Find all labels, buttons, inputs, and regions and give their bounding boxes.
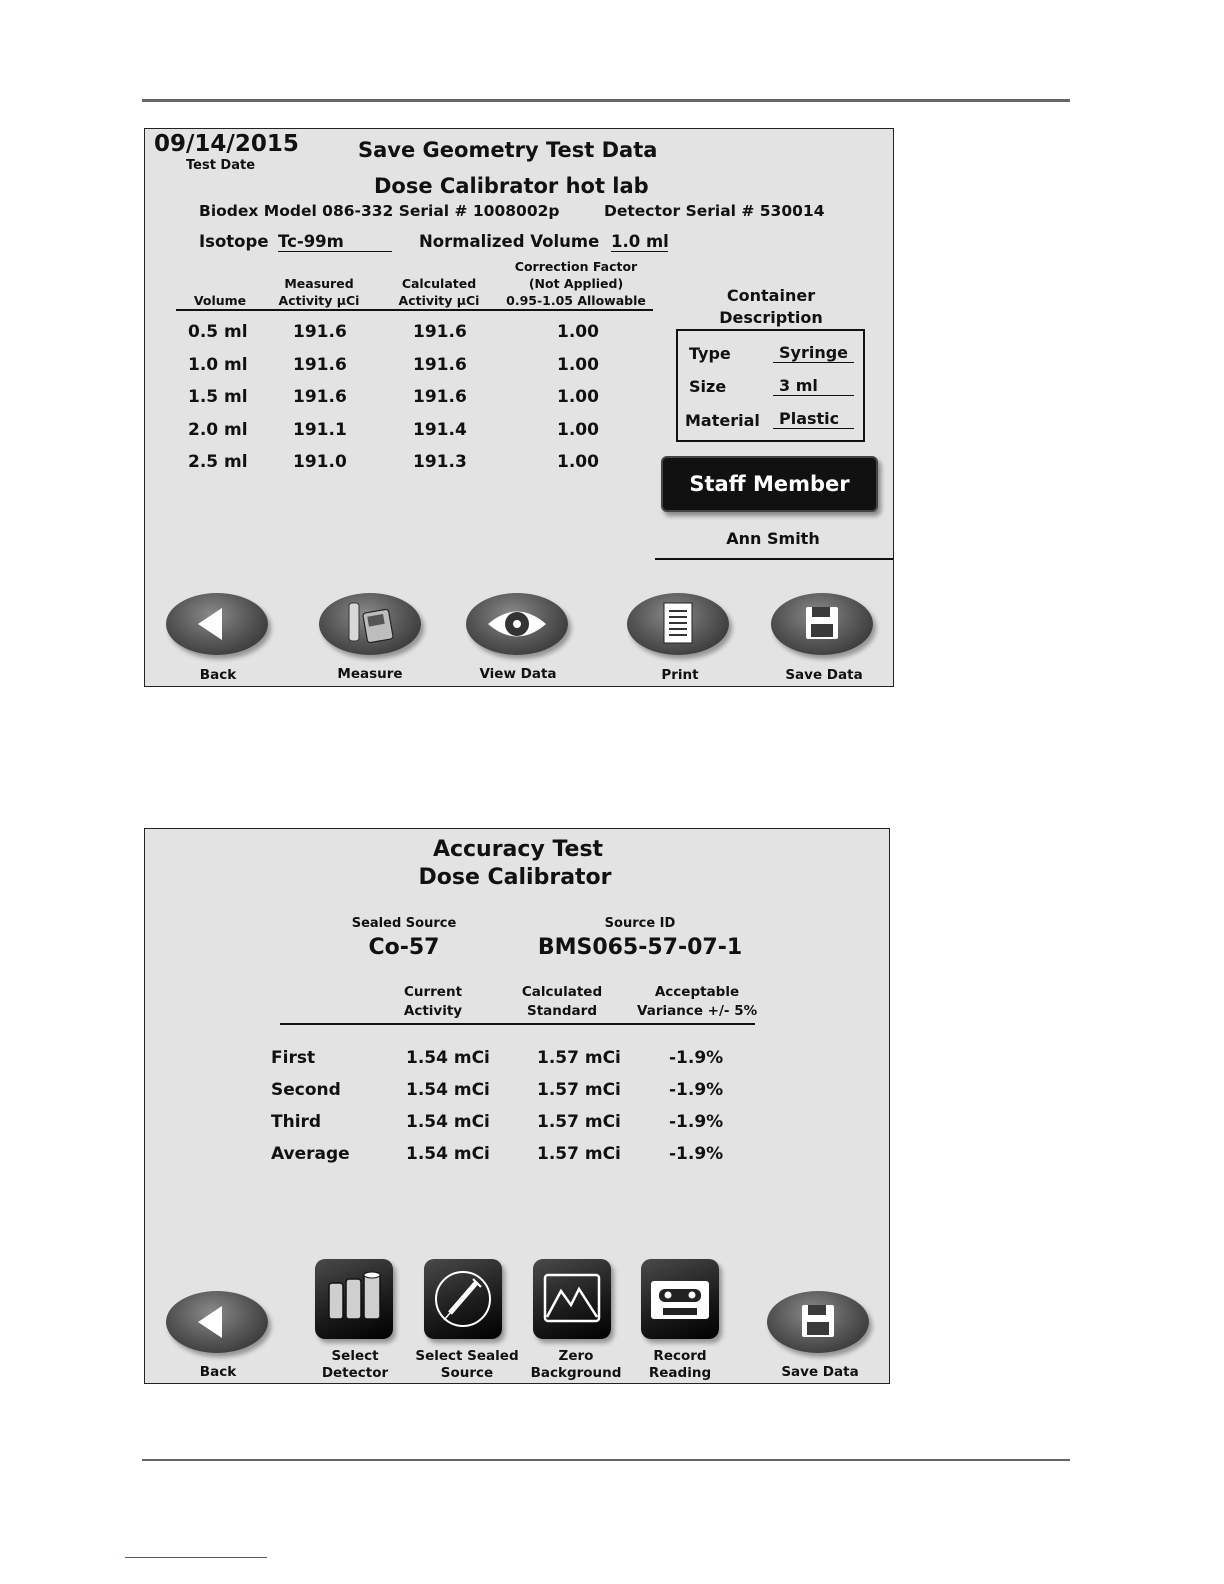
container-box — [676, 329, 865, 442]
col-header-standard-line2: Standard — [527, 1003, 597, 1019]
measure-button[interactable] — [319, 593, 421, 655]
row-current: 1.54 mCi — [406, 1112, 490, 1132]
save-data-button-label: Save Data — [785, 667, 863, 683]
row-volume: 1.5 ml — [188, 387, 248, 407]
accuracy-save-data-label: Save Data — [781, 1364, 859, 1380]
accuracy-header-rule — [280, 1023, 755, 1025]
select-sealed-source-line1: Select Sealed — [415, 1348, 519, 1364]
row-correction: 1.00 — [557, 420, 599, 440]
print-button-label: Print — [661, 667, 699, 683]
col-header-current — [391, 983, 475, 1021]
measure-button-label: Measure — [337, 666, 403, 682]
top-page-rule — [142, 99, 1070, 102]
row-correction: 1.00 — [557, 322, 599, 342]
zero-background-label — [517, 1348, 635, 1382]
eye-icon — [466, 593, 568, 655]
floppy-disk-icon — [767, 1291, 869, 1353]
detector-serial: Detector Serial # 530014 — [604, 202, 825, 220]
col-header-calculated-line1: Calculated — [401, 276, 477, 291]
row-variance: -1.9% — [669, 1080, 724, 1100]
back-arrow-icon — [166, 593, 268, 655]
col-header-variance — [637, 983, 757, 1021]
row-calculated: 191.4 — [413, 420, 467, 440]
row-current: 1.54 mCi — [406, 1080, 490, 1100]
size-label: Size — [689, 377, 727, 396]
measure-device-icon — [319, 593, 421, 655]
row-variance: -1.9% — [669, 1048, 724, 1068]
screen-title: Save Geometry Test Data — [358, 138, 658, 162]
test-date-label: Test Date — [186, 158, 256, 173]
col-header-current-line2: Activity — [403, 1003, 463, 1019]
accuracy-back-button[interactable] — [166, 1291, 268, 1353]
record-reading-line1: Record — [653, 1348, 707, 1364]
select-sealed-source-button[interactable] — [424, 1259, 502, 1339]
row-calculated: 191.6 — [413, 322, 467, 342]
col-header-volume: Volume — [193, 293, 247, 308]
document-icon — [627, 593, 729, 655]
row-variance: -1.9% — [669, 1144, 724, 1164]
container-title-line1: Container — [726, 286, 816, 305]
row-standard: 1.57 mCi — [537, 1112, 621, 1132]
row-label: Third — [271, 1112, 322, 1132]
col-header-standard — [516, 983, 608, 1021]
zero-background-line2: Background — [530, 1365, 622, 1381]
screen-subtitle: Dose Calibrator hot lab — [374, 174, 649, 198]
type-label: Type — [689, 344, 731, 363]
col-header-variance-line2: Variance +/- 5% — [637, 1003, 758, 1019]
row-measured: 191.6 — [293, 387, 347, 407]
select-detector-line1: Select — [331, 1348, 379, 1364]
row-current: 1.54 mCi — [406, 1048, 490, 1068]
row-calculated: 191.6 — [413, 355, 467, 375]
select-detector-label — [297, 1348, 413, 1382]
row-measured: 191.0 — [293, 452, 347, 472]
row-label: Second — [271, 1080, 341, 1100]
isotope-value: Tc-99m — [278, 232, 392, 252]
size-value[interactable]: 3 ml — [773, 376, 854, 396]
detector-cylinders-icon — [315, 1259, 393, 1339]
row-correction: 1.00 — [557, 452, 599, 472]
staff-member-button[interactable]: Staff Member — [661, 456, 878, 512]
row-calculated: 191.3 — [413, 452, 467, 472]
row-current: 1.54 mCi — [406, 1144, 490, 1164]
row-correction: 1.00 — [557, 355, 599, 375]
record-reading-button[interactable] — [641, 1259, 719, 1339]
col-header-measured — [273, 275, 365, 309]
zero-background-button[interactable] — [533, 1259, 611, 1339]
row-measured: 191.6 — [293, 322, 347, 342]
staff-name-rule — [655, 558, 893, 560]
test-date: 09/14/2015 — [154, 131, 299, 157]
row-correction: 1.00 — [557, 387, 599, 407]
row-standard: 1.57 mCi — [537, 1048, 621, 1068]
accuracy-screen — [144, 828, 890, 1384]
accuracy-save-data-button[interactable] — [767, 1291, 869, 1353]
select-detector-line2: Detector — [321, 1365, 389, 1381]
col-header-correction-line3: 0.95-1.05 Allowable — [506, 293, 646, 308]
accuracy-title: Accuracy Test — [432, 837, 604, 862]
col-header-correction — [503, 258, 649, 309]
row-measured: 191.1 — [293, 420, 347, 440]
view-data-button-label: View Data — [479, 666, 557, 682]
normalized-volume-label: Normalized Volume — [419, 232, 600, 251]
record-reading-line2: Reading — [648, 1365, 712, 1381]
floppy-disk-icon — [771, 593, 873, 655]
col-header-current-line1: Current — [403, 984, 463, 1000]
row-measured: 191.6 — [293, 355, 347, 375]
accuracy-back-label: Back — [199, 1364, 237, 1380]
row-volume: 1.0 ml — [188, 355, 248, 375]
bottom-page-rule — [142, 1459, 1070, 1461]
source-id-label: Source ID — [604, 916, 676, 931]
record-reading-label — [630, 1348, 730, 1382]
select-detector-button[interactable] — [315, 1259, 393, 1339]
material-label: Material — [685, 411, 760, 430]
normalized-volume-value: 1.0 ml — [611, 232, 669, 251]
col-header-calculated-line2: Activity µCi — [398, 293, 480, 308]
col-header-measured-line1: Measured — [284, 276, 354, 291]
row-volume: 2.5 ml — [188, 452, 248, 472]
select-sealed-source-line2: Source — [440, 1365, 494, 1381]
type-value[interactable]: Syringe — [773, 343, 854, 363]
syringe-icon — [424, 1259, 502, 1339]
row-calculated: 191.6 — [413, 387, 467, 407]
save-data-button[interactable] — [771, 593, 873, 655]
mountain-background-icon — [533, 1259, 611, 1339]
sealed-source-value: Co-57 — [368, 935, 440, 960]
back-button[interactable] — [166, 593, 268, 655]
zero-background-line1: Zero — [558, 1348, 594, 1364]
row-label: First — [271, 1048, 316, 1068]
col-header-correction-line1: Correction Factor — [514, 259, 638, 274]
container-title-line2: Description — [719, 308, 823, 327]
row-standard: 1.57 mCi — [537, 1144, 621, 1164]
row-label: Average — [271, 1144, 350, 1164]
footer-link-underline — [125, 1557, 267, 1558]
select-sealed-source-label — [407, 1348, 527, 1382]
col-header-measured-line2: Activity µCi — [278, 293, 360, 308]
geometry-screen — [144, 128, 894, 687]
col-header-standard-line1: Calculated — [521, 984, 603, 1000]
material-value[interactable]: Plastic — [773, 409, 854, 429]
row-volume: 0.5 ml — [188, 322, 248, 342]
row-standard: 1.57 mCi — [537, 1080, 621, 1100]
model-serial: Biodex Model 086-332 Serial # 1008002p — [199, 202, 560, 220]
col-header-correction-line2: (Not Applied) — [528, 276, 624, 291]
source-id-value: BMS065-57-07-1 — [537, 935, 743, 960]
print-button[interactable] — [627, 593, 729, 655]
cassette-tape-icon — [641, 1259, 719, 1339]
col-header-variance-line1: Acceptable — [654, 984, 740, 1000]
table-header-rule — [176, 309, 653, 311]
view-data-button[interactable] — [466, 593, 568, 655]
sealed-source-label: Sealed Source — [351, 916, 457, 931]
container-description-title — [698, 285, 844, 329]
row-variance: -1.9% — [669, 1112, 724, 1132]
back-button-label: Back — [199, 667, 237, 683]
back-arrow-icon — [166, 1291, 268, 1353]
accuracy-subtitle: Dose Calibrator — [418, 865, 612, 890]
col-header-calculated — [393, 275, 485, 309]
isotope-label: Isotope — [199, 232, 269, 251]
staff-name: Ann Smith — [726, 529, 820, 548]
row-volume: 2.0 ml — [188, 420, 248, 440]
